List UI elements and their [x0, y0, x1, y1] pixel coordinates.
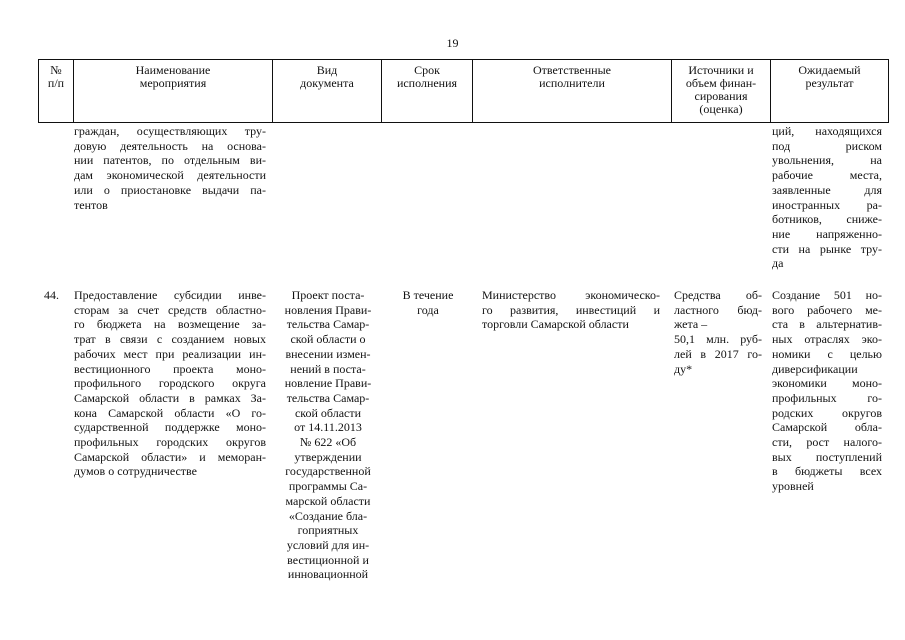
responsible-executors: Министерство экономическо- го развития, инвестиций и торговли Самарской области [482, 288, 660, 332]
header-event-name: Наименование мероприятия [135, 63, 211, 90]
continued-expected-result: ций, находящихся под риском увольнения, на рабочие места, заявленные для иностранных ра- ботников, сниже- ние напряженно- сти на рынке тру- да [772, 124, 882, 271]
deadline: В течение года [402, 288, 454, 317]
document-type: Проект поста- новления Прави- тельства Самар- ской области о внесении измен- нений в поста- новление Прави- тельства Самар- ской области от 14.11.2013 № 622 «Об утверждении государственной программы Са- марской области «Создание бла- гоприятных условий для ин- вестиционной и инновационной [284, 288, 372, 582]
continued-event-name: граждан, осуществляющих тру- довую деятельность на основа- нии патентов, по отдельным ви- дам экономической деятельности или о приостановке выдачи па- тентов [74, 124, 266, 212]
header-num: № п/п [47, 63, 65, 90]
table-header [38, 59, 889, 123]
event-name: Предоставление субсидии инве- сторам за счет средств областно- го бюджета на возмещение за- трат в связи с созданием новых рабочих мест при реализации ин- вестиционного проекта моно- профильного городского округа Самарской области в рамках За- кона Самарской области «О го- сударственной поддержке моно- профильных городских округов Самарской области» и меморан- думов о сотрудничестве [74, 288, 266, 479]
header-responsible: Ответственные исполнители [533, 63, 611, 90]
page-number: 19 [446, 36, 459, 50]
funding-source: Средства об- ластного бюд- жета – 50,1 млн. руб- лей в 2017 го- ду* [674, 288, 762, 376]
header-document-type: Вид документа [300, 63, 354, 90]
row-number: 44. [44, 288, 59, 302]
header-funding-sources: Источники и объем финан- сирования (оценка) [685, 63, 757, 116]
header-expected-result: Ожидаемый результат [798, 63, 861, 90]
header-deadline: Срок исполнения [396, 63, 458, 90]
expected-result: Создание 501 но- вого рабочего ме- ста в альтернатив- ных отраслях эко- номики с целью диверсификации экономики моно- профильных го- родских округов Самарской обла- сти, рост налого- вых поступлений в бюджеты всех уровней [772, 288, 882, 494]
